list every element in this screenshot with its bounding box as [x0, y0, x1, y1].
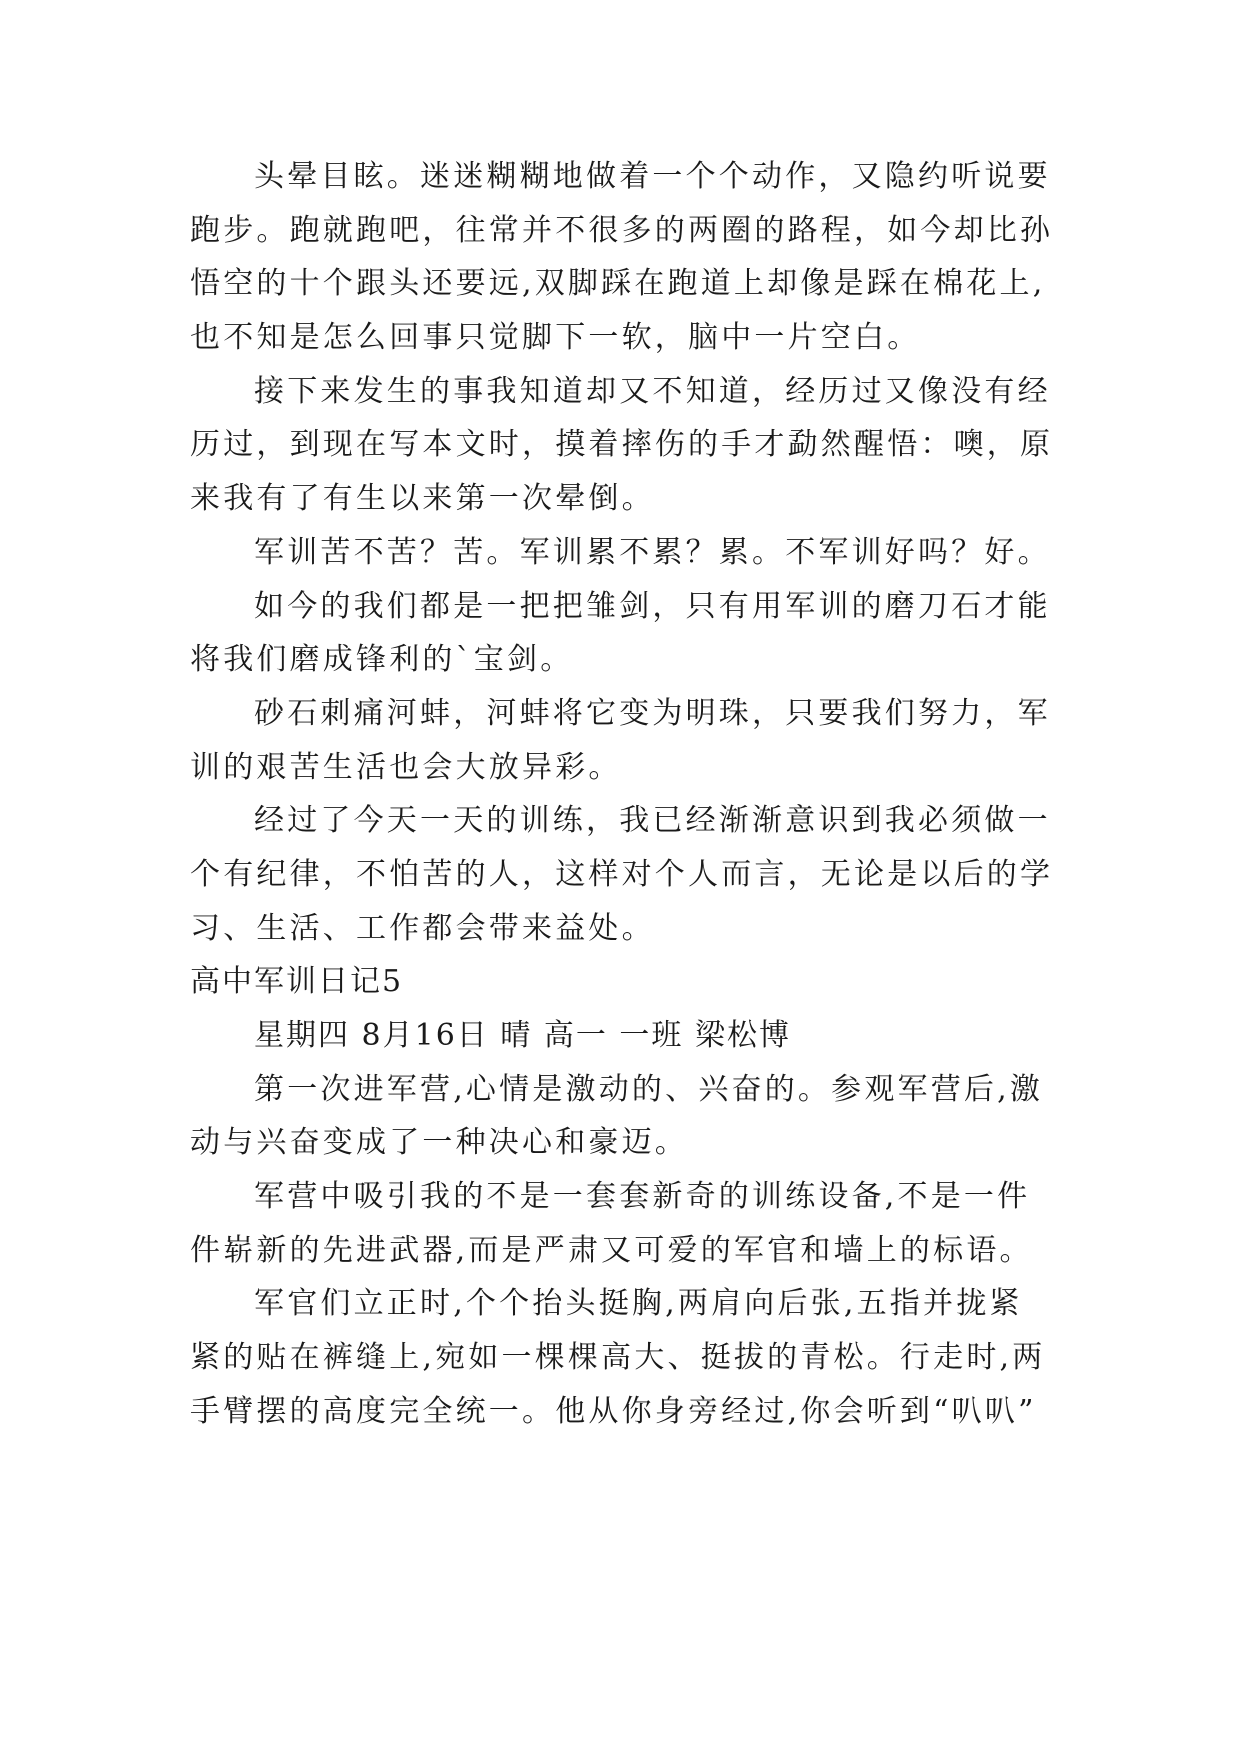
text-line: 经过了今天一天的训练，我已经渐渐意识到我必须做一 — [254, 803, 1051, 839]
text-line: 也不知是怎么回事只觉脚下一软，脑中一片空白。 — [190, 320, 921, 356]
text-line: 手臂摆的高度完全统一。他从你身旁经过,你会听到“叭叭” — [190, 1393, 1037, 1429]
text-line: 军营中吸引我的不是一套套新奇的训练设备,不是一件 — [254, 1179, 1031, 1215]
section-heading: 高中军训日记5 — [190, 964, 404, 1000]
text-line: 个有纪律，不怕苦的人，这样对个人而言，无论是以后的学 — [190, 856, 1054, 892]
text-line: 历过，到现在写本文时，摸着摔伤的手才勐然醒悟：噢，原 — [190, 427, 1054, 463]
text-line: 头晕目眩。迷迷糊糊地做着一个个动作，又隐约听说要 — [254, 159, 1051, 194]
text-line: 紧的贴在裤缝上,宛如一棵棵高大、挺拔的青松。行走时,两 — [190, 1340, 1046, 1376]
text-line: 动与兴奋变成了一种决心和豪迈。 — [190, 1125, 688, 1161]
text-line: 来我有了有生以来第一次晕倒。 — [190, 481, 655, 517]
text-line: 军训苦不苦？苦。军训累不累？累。不军训好吗？好。 — [254, 534, 1051, 570]
text-line: 悟空的十个跟头还要远,双脚踩在跑道上却像是踩在棉花上, — [190, 266, 1046, 302]
text-line: 接下来发生的事我知道却又不知道，经历过又像没有经 — [254, 373, 1051, 409]
text-line: 将我们磨成锋利的`宝剑。 — [190, 642, 574, 678]
text-line: 件崭新的先进武器,而是严肃又可爱的军官和墙上的标语。 — [190, 1232, 1033, 1268]
text-line: 如今的我们都是一把把雏剑，只有用军训的磨刀石才能 — [254, 588, 1051, 624]
text-line: 军官们立正时,个个抬头挺胸,两肩向后张,五指并拢紧 — [254, 1286, 1023, 1322]
text-line: 训的艰苦生活也会大放异彩。 — [190, 749, 622, 785]
text-line: 第一次进军营,心情是激动的、兴奋的。参观军营后,激 — [254, 1071, 1044, 1107]
document-body — [190, 150, 1080, 1439]
text-line: 跑步。跑就跑吧，往常并不很多的两圈的路程，如今却比孙 — [190, 212, 1054, 248]
text-line: 砂石刺痛河蚌，河蚌将它变为明珠，只要我们努力，军 — [254, 695, 1051, 731]
date-line: 星期四 8月16日 晴 高一 一班 梁松博 — [254, 1018, 791, 1053]
text-line: 习、生活、工作都会带来益处。 — [190, 910, 655, 946]
